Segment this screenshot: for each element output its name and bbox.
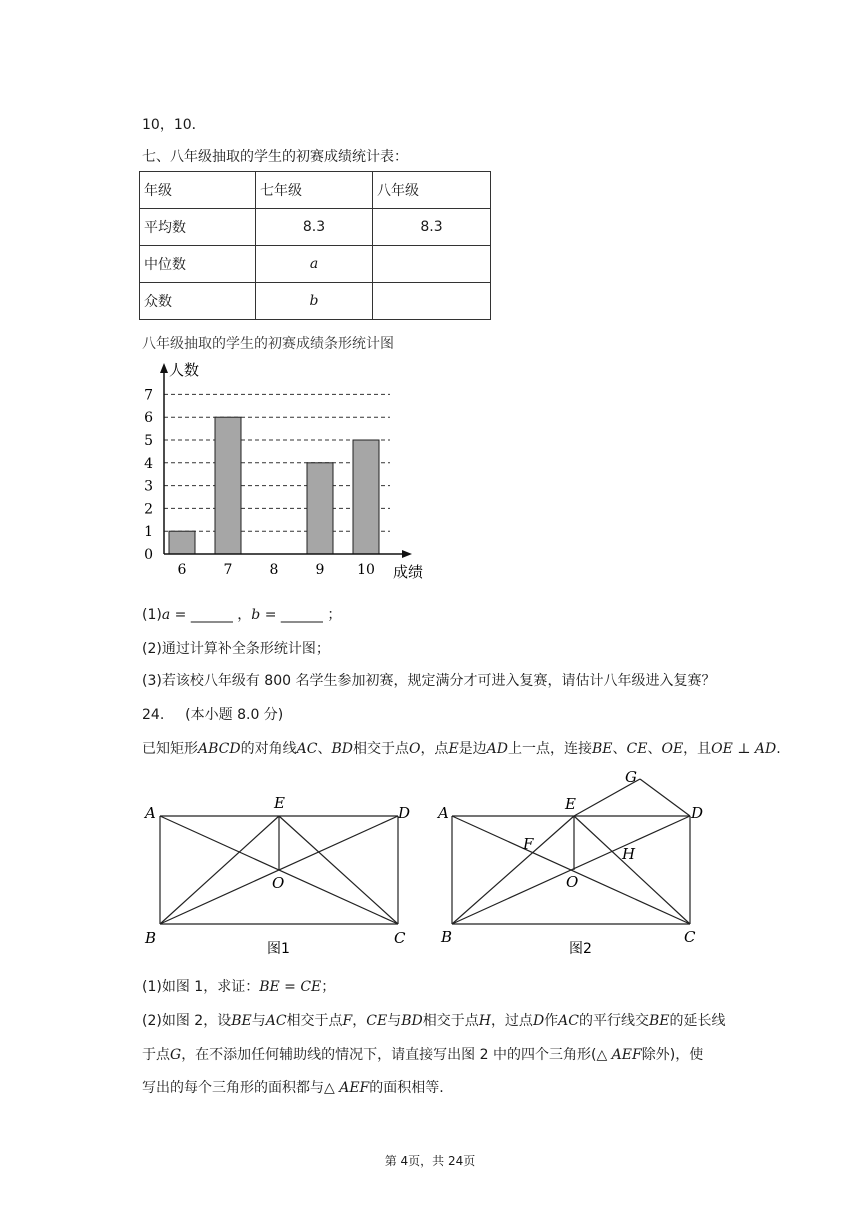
table-cell: 年级 — [140, 172, 256, 209]
math-expression: O — [408, 741, 421, 757]
figure-caption: 图1 — [267, 941, 290, 957]
text-fragment: 于点 — [142, 1047, 170, 1063]
x-axis-arrow — [402, 550, 412, 558]
point-label-E: E — [274, 794, 285, 812]
segment-CE — [279, 816, 398, 924]
problem-24-statement — [142, 738, 781, 758]
point-label-G: G — [625, 768, 637, 786]
part-2-line-3 — [142, 1077, 444, 1097]
text-fragment: ，在不添加任何辅助线的情况下，请直接写出图 2 中的四个三角形( — [181, 1047, 597, 1063]
text-fragment: ，过点 — [490, 1013, 533, 1029]
table-cell: b — [256, 283, 373, 320]
table-cell: 8.3 — [373, 209, 491, 246]
y-tick-label: 6 — [144, 410, 153, 427]
text-fragment: (2)如图 2，设 — [142, 1013, 232, 1029]
math-expression: CE — [626, 741, 648, 757]
figure-1 — [140, 790, 420, 960]
point-label-O: O — [272, 874, 285, 892]
math-expression: △ AEF — [324, 1080, 370, 1096]
text-fragment: 上一点，连接 — [508, 741, 593, 757]
table-cell: 中位数 — [140, 246, 256, 283]
part-1 — [142, 976, 335, 996]
text-fragment: ，点 — [420, 741, 449, 757]
table-cell: 8.3 — [256, 209, 373, 246]
math-expression: △ AEF — [596, 1047, 642, 1063]
segment-CE — [574, 816, 690, 924]
math-expression: G — [170, 1047, 182, 1063]
segment-BE — [160, 816, 279, 924]
text-fragment: 、 — [647, 741, 662, 757]
math-expression: AC — [296, 741, 318, 757]
text-fragment: 的平行线交 — [579, 1013, 649, 1029]
table-cell: 平均数 — [140, 209, 256, 246]
table-cell — [373, 246, 491, 283]
text-fragment: 作 — [544, 1013, 559, 1029]
part-2-line-2 — [142, 1044, 703, 1064]
math-expression: CE — [366, 1013, 388, 1029]
math-expression: AD — [486, 741, 509, 757]
point-label-B: B — [441, 928, 453, 946]
math-expression: BD — [401, 1013, 423, 1029]
math-expression: BD — [331, 741, 353, 757]
point-label-D: D — [691, 804, 704, 822]
text-fragment: . — [776, 741, 781, 757]
x-tick-label: 10 — [357, 562, 375, 578]
figure-2 — [432, 765, 712, 960]
table-cell: 众数 — [140, 283, 256, 320]
point-label-H: H — [622, 845, 636, 863]
bar — [307, 463, 333, 554]
math-expression: E — [448, 741, 459, 757]
x-tick-label: 7 — [223, 562, 233, 578]
text-fragment: 除外)，使 — [641, 1047, 704, 1063]
bar — [215, 417, 241, 554]
page-footer: 第 4页，共 24页 — [384, 1154, 476, 1168]
math-expression: BE = CE — [259, 979, 322, 995]
text-fragment: 与 — [387, 1013, 402, 1029]
y-axis-label: 人数 — [169, 361, 200, 379]
text-fragment: 写出的每个三角形的面积都与 — [142, 1080, 324, 1096]
math-expression: BE — [592, 741, 613, 757]
segment-GD — [640, 779, 690, 816]
text-fragment: 的对角线 — [240, 741, 297, 757]
text-fragment: ，且 — [683, 741, 712, 757]
math-expression: OE — [661, 741, 684, 757]
math-expression: AC — [558, 1013, 579, 1029]
text-fragment: 相交于点 — [352, 741, 409, 757]
text-fragment: ； — [321, 979, 336, 995]
point-label-C: C — [394, 929, 406, 947]
text-fragment: 与 — [251, 1013, 266, 1029]
intro-line: 10，10． — [142, 117, 206, 133]
y-tick-label: 0 — [144, 547, 153, 563]
chart-title: 八年级抽取的学生的初赛成绩条形统计图 — [142, 336, 394, 352]
x-axis-label: 成绩 — [393, 563, 424, 581]
math-expression: BE — [231, 1013, 252, 1029]
table-row — [140, 172, 491, 209]
table-row — [140, 209, 491, 246]
y-tick-label: 5 — [144, 433, 153, 449]
y-tick-label: 4 — [144, 455, 153, 472]
bar-chart — [140, 355, 430, 585]
text-fragment: 相交于点 — [286, 1013, 343, 1029]
table-cell — [373, 283, 491, 320]
figure-caption: 图2 — [569, 941, 592, 957]
question-2: (2)通过计算补全条形统计图； — [142, 641, 330, 657]
table-row — [140, 283, 491, 320]
point-label-C: C — [684, 928, 696, 946]
question-3: (3)若该校八年级有 800 名学生参加初赛，规定满分才可进入复赛，请估计八年级进入复赛？ — [142, 673, 716, 689]
text-fragment: 已知矩形 — [142, 741, 198, 757]
x-tick-label: 9 — [315, 562, 325, 578]
point-label-B: B — [145, 929, 157, 947]
table-cell: a — [256, 246, 373, 283]
question-1 — [142, 604, 341, 624]
point-label-E: E — [565, 795, 576, 813]
q1-a-label: a — [161, 607, 171, 623]
q1-eq-a: = ______ ， — [170, 607, 252, 623]
q1-prefix: (1) — [142, 607, 162, 623]
text-fragment: 的延长线 — [669, 1013, 726, 1029]
section-7-title: 七、八年级抽取的学生的初赛成绩统计表： — [142, 149, 408, 165]
y-axis-arrow — [160, 363, 168, 373]
math-expression: BE — [649, 1013, 670, 1029]
segment-BE — [452, 816, 574, 924]
table-cell: 八年级 — [373, 172, 491, 209]
problem-score: (本小题 8.0 分) — [185, 707, 284, 723]
math-expression: F — [342, 1013, 353, 1029]
text-fragment: ， — [352, 1013, 367, 1029]
text-fragment: 的面积相等. — [369, 1080, 444, 1096]
point-label-A: A — [438, 804, 449, 822]
bar — [353, 440, 379, 554]
stats-table — [139, 171, 491, 320]
q1-b-label: b — [251, 607, 261, 623]
problem-number: 24. — [142, 707, 165, 723]
x-tick-label: 8 — [269, 562, 279, 578]
table-cell: 七年级 — [256, 172, 373, 209]
x-tick-label: 6 — [177, 562, 187, 578]
point-label-D: D — [398, 804, 411, 822]
part-2-line-1 — [142, 1010, 726, 1030]
text-fragment: (1)如图 1，求证： — [142, 979, 260, 995]
point-label-O: O — [566, 873, 579, 891]
text-fragment: 相交于点 — [422, 1013, 479, 1029]
y-tick-label: 2 — [144, 501, 153, 518]
text-fragment: 、 — [317, 741, 332, 757]
math-expression: AC — [265, 1013, 287, 1029]
text-fragment: 、 — [612, 741, 627, 757]
y-tick-label: 1 — [144, 524, 153, 541]
q1-eq-b: = ______ ； — [260, 607, 342, 623]
y-tick-label: 3 — [144, 478, 153, 495]
point-label-A: A — [145, 804, 156, 822]
y-tick-label: 7 — [144, 387, 153, 404]
math-expression: D — [532, 1013, 545, 1029]
math-expression: ABCD — [198, 741, 241, 757]
table-row — [140, 246, 491, 283]
math-expression: H — [478, 1013, 491, 1029]
bar — [169, 531, 195, 554]
point-label-F: F — [523, 835, 534, 853]
text-fragment: 是边 — [458, 741, 487, 757]
math-expression: OE ⊥ AD — [711, 741, 777, 757]
problem-24-header — [142, 704, 283, 724]
